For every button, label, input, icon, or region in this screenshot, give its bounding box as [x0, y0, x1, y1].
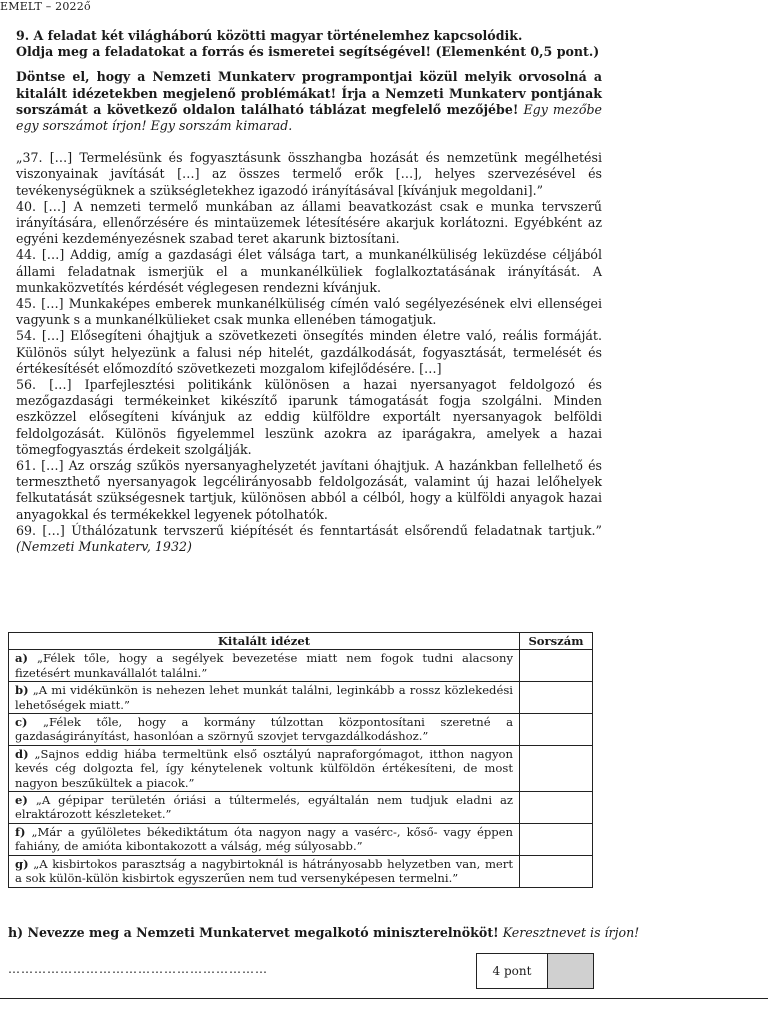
instruction-italic: Egy mezőbe egy sorszámot írjon! Egy sorszám kimarad. [16, 101, 602, 134]
quote-text: „A gépipar területén óriási a túltermelés, egyáltalán nem tudjuk eladni az elraktározott készleteket.” [15, 793, 514, 822]
source-paragraph: „37. […] Termelésünk és fogyasztásunk összhangba hozását és nemzetünk megélhetési viszonyainak javítását […] az összes termelő erők […], helyes szervezésével és tevékenységüknek a szükségletekhez igazodó irányításával [kívánjuk megoldani].” [16, 150, 602, 198]
row-label: b) [15, 683, 29, 698]
quote-text: „Sajnos eddig hiába termeltünk első osztályú napraforgómagot, itthon nagyon kevés cég dolgozta fel, így kénytelenek voltunk külföldön értékesíteni, de most nagyon beszűkültek a piacok.” [15, 746, 513, 790]
task-intro [16, 28, 602, 60]
quote-text: „Félek tőle, hogy a segélyek bevezetése miatt nem fogok tudni alacsony fizetésért munkavállalót találni.” [15, 651, 514, 680]
quote-text: „A mi vidékünkön is nehezen lehet munkát találni, leginkább a rossz közlekedési lehetőségek miatt.” [15, 683, 513, 712]
source-paragraph: 54. […] Elősegíteni óhajtjuk a szövetkezeti önsegítés minden életre való, reális formáját. Különös súlyt helyezünk a falusi nép hitelét, gazdálkodását, fogyasztását, termelését és értékesítését előmozdító szövetkezeti mozgalom kifejlődésére. […] [16, 328, 602, 376]
quote-text: „Már a gyűlöletes békediktátum óta nagyon nagy a vasérc-, kőső- vagy éppen fahiány, de amióta kibontakozott a válság, még súlyosabb.” [15, 824, 513, 854]
task-instruction [16, 69, 602, 134]
source-citation: (Nemzeti Munkaterv, 1932) [16, 539, 192, 555]
quote-cell [9, 792, 520, 824]
source-paragraph: 56. […] Iparfejlesztési politikánk különösen a hazai nyersanyagot feldolgozó és mezőgazdasági termékeinket kikészítő iparunk támogatását fogja szolgálni. Minden eszközzel elősegíteni kívánjuk az eddig külföldre exportált nyersanyagok belföldi feldolgozását. Különös figyelemmel leszünk azokra az iparágakra, amelyek a hazai tömegfogyasztás érdekeit szolgálják. [16, 377, 602, 457]
header-number: Sorszám [520, 633, 593, 650]
table-row [9, 823, 593, 855]
row-label: d) [15, 746, 29, 761]
row-label: f) [15, 824, 26, 839]
answer-cell[interactable] [520, 714, 593, 746]
table-row [9, 714, 593, 746]
quote-text: „A kisbirtokos parasztság a nagybirtoknál is hátrányosabb helyzetben van, mert a sok külön-külön kisbirtok egyszerűen nem tud versenyképesen termelni.” [15, 856, 513, 886]
bottom-divider [0, 998, 768, 999]
source-paragraph: 45. […] Munkaképes emberek munkanélküliség címén való segélyezésének elvi ellenségei vagyunk s a munkanélkülieket csak munka ellenében támogatjuk. [16, 296, 602, 328]
table-row [9, 745, 593, 791]
table-header-row [9, 633, 593, 650]
source-paragraph: 44. […] Addig, amíg a gazdasági élet válsága tart, a munkanélküliség leküzdése céljából állami feladatnak ismerjük el a munkanélküliek foglalkoztatásának irányítását. A munkaközvetítés kérdését véglegesen rendezni kívánjuk. [16, 247, 602, 295]
answer-cell[interactable] [520, 792, 593, 824]
answer-line[interactable]: …………………………………………………… [8, 962, 268, 976]
header-quote: Kitalált idézet [9, 633, 520, 650]
answer-cell[interactable] [520, 823, 593, 855]
source-text [16, 150, 602, 555]
quote-cell [9, 650, 520, 682]
table-row [9, 650, 593, 682]
points-score-field[interactable] [548, 954, 593, 988]
quote-cell [9, 855, 520, 887]
answer-cell[interactable] [520, 745, 593, 791]
source-paragraph: 40. […] A nemzeti termelő munkában az állami beavatkozást csak e munka tervszerű irányítására, ellenőrzésére és mintaüzemek létesítésére akarjuk korlátozni. Egyébként az egyéni kezdeményezésnek szabad teret akarunk biztosítani. [16, 198, 602, 247]
source-paragraph: 61. […] Az ország szűkös nyersanyaghelyzetét javítani óhajtjuk. A hazánkban fellelhető és termeszthető nyersanyagok legcélirányosabb feldolgozását, valamint új hazai lelőhelyek felkutatását szükségesnek tartjuk, különösen abból a célból, hogy a külföldi anyagok hazai anyagokkal és termékekkel legyenek pótolhatók. [16, 458, 602, 522]
quote-cell [9, 682, 520, 714]
source-paragraph: 69. […] Úthálózatunk tervszerű kiépítését és fenntartását elsőrendű feladatnak tartjuk.” [16, 522, 602, 538]
task-title: 9. A feladat két világháború közötti magyar történelemhez kapcsolódik. [16, 28, 523, 43]
source-last-paragraph [16, 523, 602, 555]
question-h-bold: h) Nevezze meg a Nemzeti Munkatervet megalkotó miniszterelnököt! [8, 925, 499, 940]
table-row [9, 855, 593, 887]
row-label: g) [15, 856, 29, 871]
table-row [9, 792, 593, 824]
answer-cell[interactable] [520, 682, 593, 714]
answer-cell[interactable] [520, 650, 593, 682]
answer-cell[interactable] [520, 855, 593, 887]
task-block [16, 28, 602, 555]
row-label: c) [15, 715, 28, 730]
task-subtitle: Oldja meg a feladatokat a forrás és ismeretei segítségével! (Elemenként 0,5 pont.) [16, 44, 600, 60]
quote-cell [9, 714, 520, 746]
answer-table [8, 632, 593, 888]
table-row [9, 682, 593, 714]
quote-cell [9, 745, 520, 791]
quote-text: „Félek tőle, hogy a kormány túlzottan központosítani szeretné a gazdaságirányítást, hasonlóan a szörnyű szovjet tervgazdálkodáshoz.” [15, 715, 513, 744]
question-h [8, 925, 639, 941]
question-h-italic: Keresztnevet is írjon! [502, 925, 640, 940]
quote-cell [9, 823, 520, 855]
row-label: a) [15, 651, 28, 666]
row-label: e) [15, 793, 28, 808]
points-box [476, 953, 594, 989]
instruction-bold: Döntse el, hogy a Nemzeti Munkaterv programpontjai közül melyik orvosolná a kitalált idézetekben megjelenő problémákat! Írja a Nemzeti Munkaterv pontjának sorszámát a következő oldalon található táblázat megfelelő mezőjébe! [16, 69, 602, 117]
points-label: 4 pont [477, 954, 548, 988]
exam-header: EMELT – 2022ő [0, 0, 91, 13]
